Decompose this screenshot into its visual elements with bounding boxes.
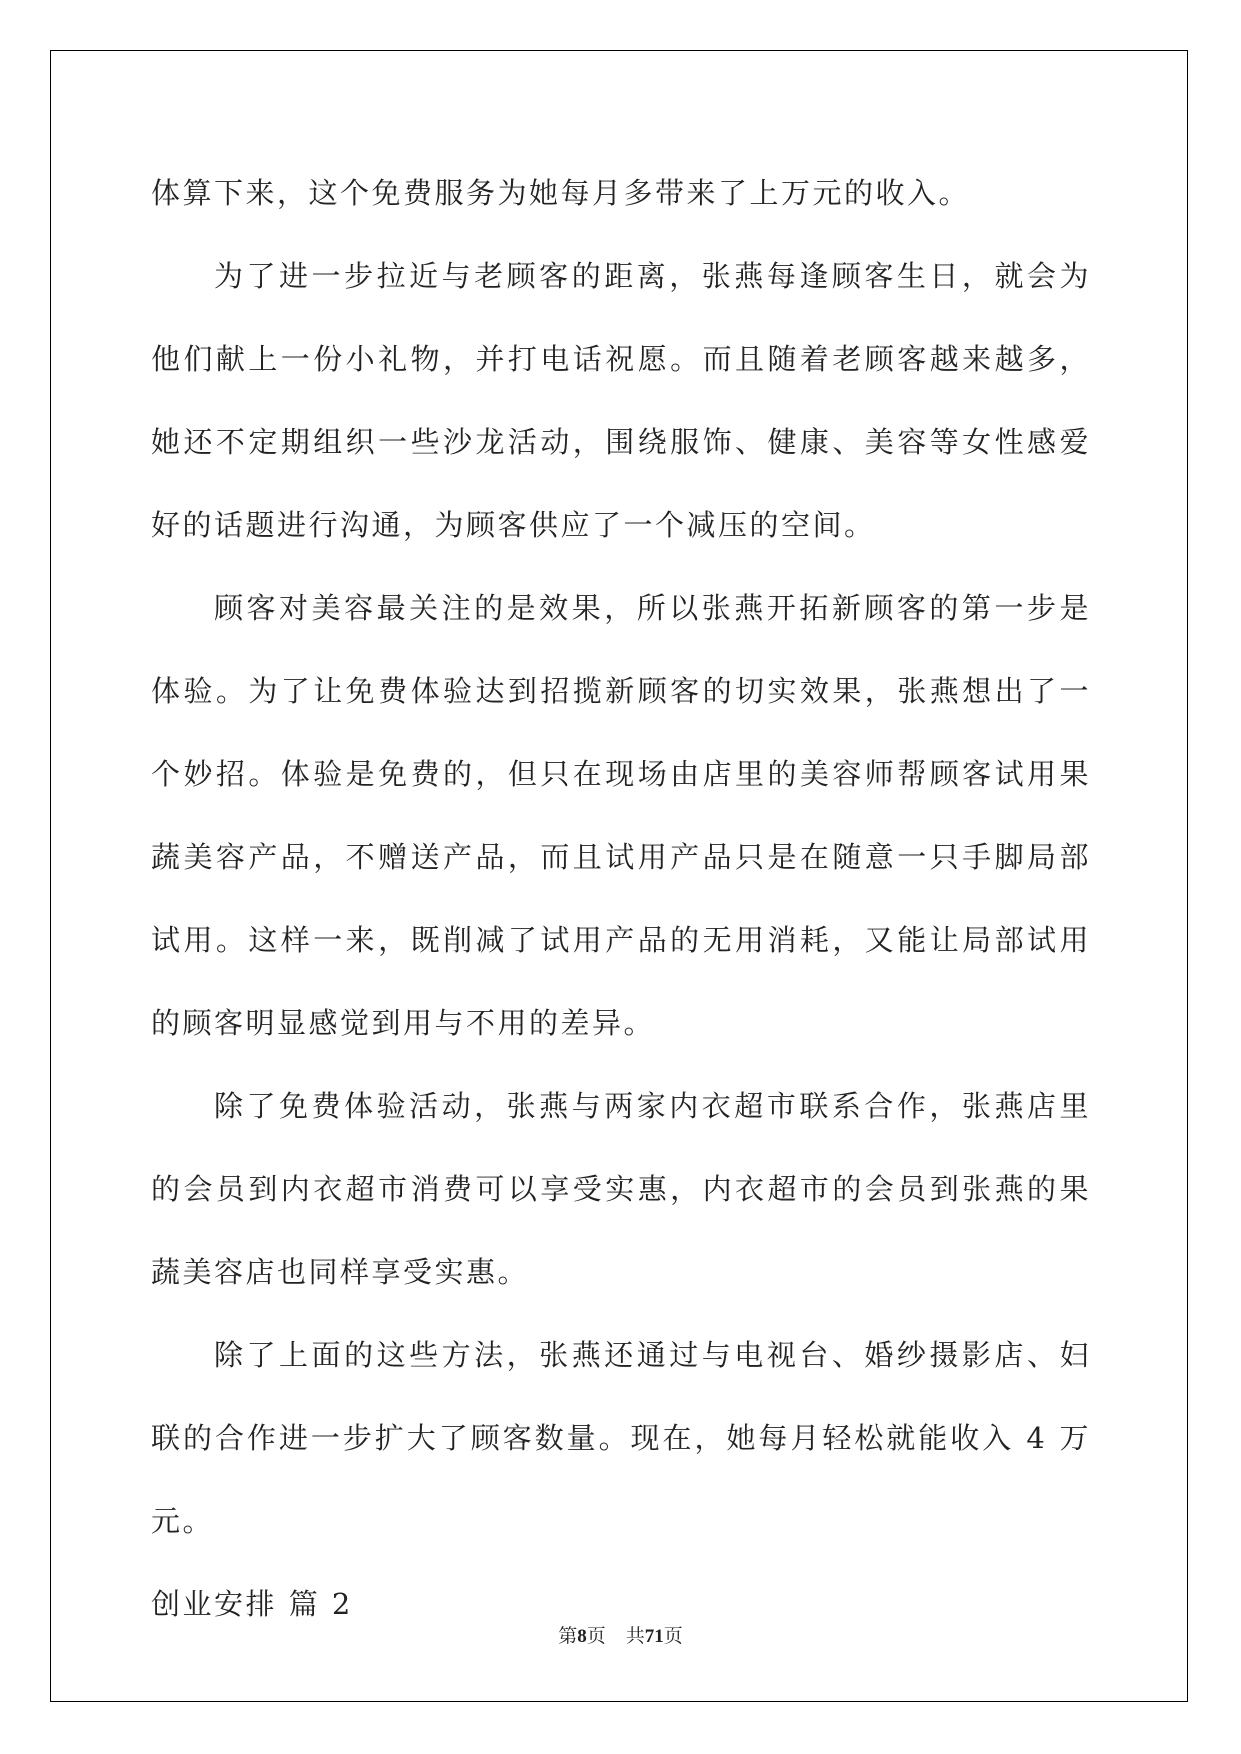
footer-total-prefix: 共 <box>625 1625 645 1647</box>
paragraph-expansion: 除了上面的这些方法，张燕还通过与电视台、婚纱摄影店、妇联的合作进一步扩大了顾客数量。现在，她每月轻松就能收入 4 万元。 <box>151 1338 1091 1538</box>
page-footer <box>0 1621 1241 1648</box>
footer-prefix: 第 <box>558 1625 578 1647</box>
footer-total-suffix: 页 <box>663 1625 683 1647</box>
continuation-line: 体算下来，这个免费服务为她每月多带来了上万元的收入。 <box>151 176 971 210</box>
paragraph-free-trial: 顾客对美容最关注的是效果，所以张燕开拓新顾客的第一步是体验。为了让免费体验达到招揽新顾客的切实效果，张燕想出了一个妙招。体验是免费的，但只在现场由店里的美容师帮顾客试用果蔬美容产品，不赠送产品，而且试用产品只是在随意一只手脚局部试用。这样一来，既削减了试用产品的无用消耗，又能让局部试用的顾客明显感觉到用与不用的差异。 <box>151 591 1091 1040</box>
total-pages: 71 <box>644 1626 664 1647</box>
footer-page-suffix: 页 <box>586 1625 606 1647</box>
section-heading: 创业安排 篇 2 <box>151 1587 353 1621</box>
page-number: 8 <box>577 1626 587 1647</box>
paragraph-partnership: 除了免费体验活动，张燕与两家内衣超市联系合作，张燕店里的会员到内衣超市消费可以享受实惠，内衣超市的会员到张燕的果蔬美容店也同样享受实惠。 <box>151 1089 1091 1289</box>
paragraph-customer-care: 为了进一步拉近与老顾客的距离，张燕每逢顾客生日，就会为他们献上一份小礼物，并打电话祝愿。而且随着老顾客越来越多，她还不定期组织一些沙龙活动，围绕服饰、健康、美容等女性感爱好的话题进行沟通，为顾客供应了一个减压的空间。 <box>151 259 1091 542</box>
document-body <box>151 152 1091 1646</box>
